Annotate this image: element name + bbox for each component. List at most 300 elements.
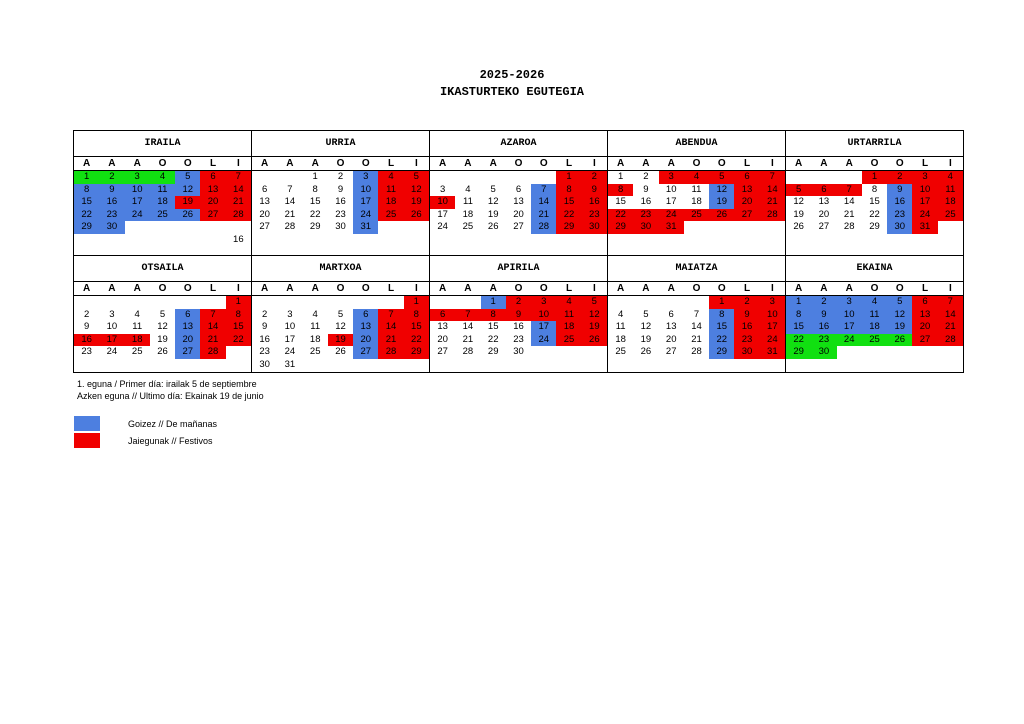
weekday-label: A <box>820 158 828 169</box>
day-cell <box>430 171 455 184</box>
weekday-label: I <box>236 283 240 294</box>
day-cell: 23 <box>734 334 759 347</box>
week-row <box>786 184 963 197</box>
day-cell: 16 <box>582 196 607 209</box>
day-cell: 18 <box>125 334 150 347</box>
month-name: URRIA <box>252 131 429 157</box>
month-name: MAIATZA <box>608 256 785 282</box>
weekday-label: A <box>311 283 319 294</box>
day-cell: 23 <box>335 208 346 220</box>
weekday-label: I <box>770 283 774 294</box>
day-cell: 6 <box>353 309 378 322</box>
day-cell: 23 <box>582 209 607 222</box>
day-cell: 29 <box>309 221 321 233</box>
day-cell: 27 <box>200 209 225 222</box>
day-cell: 7 <box>531 184 556 197</box>
day-cell: 17 <box>99 334 124 347</box>
day-cell: 13 <box>259 196 270 208</box>
day-cell: 10 <box>125 184 150 197</box>
day-cell: 25 <box>938 209 963 222</box>
day-cell: 7 <box>938 296 963 309</box>
week-row <box>786 296 963 309</box>
day-cell: 31 <box>284 358 296 370</box>
day-cell: 11 <box>862 309 887 322</box>
month-ekaina <box>786 256 964 373</box>
week-row <box>252 309 429 322</box>
weekday-label: A <box>286 283 294 294</box>
weekday-label: L <box>565 158 573 169</box>
day-cell: 18 <box>462 208 474 220</box>
day-cell: 18 <box>309 333 321 345</box>
day-cell: 14 <box>284 196 296 208</box>
day-cell: 6 <box>811 184 836 197</box>
weekday-label: L <box>565 283 573 294</box>
day-cell: 10 <box>106 321 118 333</box>
day-cell: 7 <box>837 184 862 197</box>
day-cell: 7 <box>287 183 293 195</box>
day-cell: 3 <box>531 296 556 309</box>
day-cell <box>786 171 811 184</box>
day-cell: 5 <box>337 308 344 320</box>
day-cell: 26 <box>793 221 804 233</box>
day-cell: 3 <box>439 183 446 195</box>
day-cell <box>328 296 353 309</box>
weekday-label: L <box>743 283 751 294</box>
day-cell: 17 <box>353 196 378 209</box>
week-row <box>252 196 429 209</box>
day-cell: 14 <box>938 309 963 322</box>
weekday-label: O <box>895 283 904 294</box>
weekday-label: A <box>617 158 625 169</box>
day-cell: 11 <box>691 183 702 195</box>
weekday-label: O <box>692 283 701 294</box>
day-cell: 2 <box>83 308 90 320</box>
day-cell: 15 <box>74 196 99 209</box>
weekday-label: O <box>539 283 548 294</box>
day-cell: 2 <box>337 171 344 182</box>
day-cell: 19 <box>175 196 200 209</box>
weekday-label: O <box>514 283 523 294</box>
day-cell: 24 <box>106 346 118 358</box>
day-cell: 5 <box>786 184 811 197</box>
day-cell <box>353 296 378 309</box>
day-cell: 8 <box>608 184 633 197</box>
month-apirila <box>430 256 608 373</box>
legend-swatch <box>74 416 100 431</box>
month-abendua <box>608 131 786 256</box>
day-cell: 24 <box>837 334 862 347</box>
day-cell: 10 <box>430 196 455 209</box>
day-cell: 16 <box>734 321 759 334</box>
month-iraila <box>74 131 252 256</box>
day-cell <box>99 234 124 247</box>
day-cell: 17 <box>760 321 785 334</box>
day-cell: 18 <box>378 196 403 209</box>
day-cell: 6 <box>200 171 225 184</box>
day-cell: 18 <box>938 196 963 209</box>
weekday-label: L <box>921 283 929 294</box>
weekday-label: I <box>948 158 952 169</box>
day-cell: 2 <box>734 296 759 309</box>
day-cell: 22 <box>74 209 99 222</box>
week-row <box>608 184 785 197</box>
day-cell <box>912 346 937 359</box>
day-cell <box>303 359 328 372</box>
week-row <box>430 171 607 184</box>
day-cell: 15 <box>786 321 811 334</box>
day-cell: 4 <box>465 183 471 195</box>
day-cell: 13 <box>353 321 378 334</box>
day-cell: 15 <box>869 196 880 208</box>
day-cell: 31 <box>912 221 937 234</box>
weekday-label: O <box>717 158 726 169</box>
day-cell: 17 <box>665 196 677 208</box>
week-row <box>252 334 429 347</box>
day-cell: 10 <box>665 183 677 195</box>
day-cell: 29 <box>786 346 811 359</box>
week-row <box>74 196 251 209</box>
day-cell: 8 <box>226 309 251 322</box>
day-cell: 14 <box>691 321 702 333</box>
day-cell: 26 <box>335 346 346 358</box>
week-row <box>74 209 251 222</box>
day-cell: 2 <box>506 296 531 309</box>
weekday-header <box>430 282 607 296</box>
day-cell: 11 <box>556 309 581 322</box>
week-row <box>786 321 963 334</box>
day-cell: 20 <box>200 196 225 209</box>
day-cell: 19 <box>328 334 353 347</box>
week-row <box>430 221 607 234</box>
day-cell: 8 <box>404 309 429 322</box>
day-cell: 28 <box>284 221 296 233</box>
day-cell: 8 <box>74 184 99 197</box>
week-row <box>786 171 963 184</box>
day-cell: 27 <box>175 346 200 359</box>
day-cell <box>938 221 963 234</box>
day-cell: 30 <box>259 358 270 370</box>
day-cell: 25 <box>150 209 175 222</box>
day-cell: 18 <box>150 196 175 209</box>
weekday-label: O <box>539 158 548 169</box>
day-cell: 23 <box>887 209 912 222</box>
day-cell: 13 <box>912 309 937 322</box>
day-cell: 13 <box>437 321 448 333</box>
day-cell <box>226 346 251 359</box>
day-cell: 6 <box>175 309 200 322</box>
week-row <box>786 209 963 222</box>
day-cell: 28 <box>378 346 403 359</box>
day-cell: 4 <box>378 171 403 184</box>
day-cell: 12 <box>487 196 499 208</box>
day-cell: 14 <box>226 184 251 197</box>
day-cell: 11 <box>378 184 403 197</box>
day-cell: 21 <box>378 334 403 347</box>
day-cell: 27 <box>734 209 759 222</box>
day-cell <box>150 221 175 234</box>
day-cell <box>633 296 658 309</box>
day-cell: 8 <box>871 183 878 195</box>
day-cell: 5 <box>887 296 912 309</box>
day-cell: 25 <box>131 346 143 358</box>
day-cell: 12 <box>582 309 607 322</box>
day-cell: 3 <box>912 171 937 184</box>
day-cell: 8 <box>556 184 581 197</box>
weekday-label: O <box>870 283 879 294</box>
day-cell: 31 <box>760 346 785 359</box>
weekday-label: I <box>592 158 596 169</box>
day-cell: 22 <box>309 208 321 220</box>
weekday-label: A <box>795 283 803 294</box>
day-cell: 1 <box>617 171 624 182</box>
day-cell <box>734 221 759 234</box>
day-cell: 1 <box>786 296 811 309</box>
weekday-label: A <box>667 158 675 169</box>
weekday-label: A <box>667 283 675 294</box>
day-cell: 25 <box>684 209 709 222</box>
day-cell <box>125 234 150 247</box>
day-cell: 29 <box>404 346 429 359</box>
day-cell: 16 <box>640 196 652 208</box>
day-cell: 9 <box>337 183 344 195</box>
day-cell: 14 <box>462 321 474 333</box>
weekday-header <box>608 282 785 296</box>
weekday-header <box>252 282 429 296</box>
day-cell <box>175 221 200 234</box>
day-cell: 22 <box>709 334 734 347</box>
day-cell: 10 <box>353 184 378 197</box>
week-row <box>74 221 251 234</box>
day-cell: 16 <box>259 333 270 345</box>
weekday-label: A <box>439 283 447 294</box>
first-day-note: 1. eguna / Primer día: irailak 5 de septiembre <box>77 379 257 389</box>
day-cell: 13 <box>513 196 524 208</box>
day-cell: 29 <box>709 346 734 359</box>
day-cell <box>938 346 963 359</box>
day-cell: 24 <box>531 334 556 347</box>
week-row <box>430 296 607 309</box>
day-cell: 4 <box>938 171 963 184</box>
day-cell: 15 <box>404 321 429 334</box>
day-cell: 1 <box>556 171 581 184</box>
week-row <box>74 296 251 309</box>
day-cell: 14 <box>843 196 855 208</box>
day-cell: 1 <box>74 171 99 184</box>
week-row <box>786 309 963 322</box>
month-otsaila <box>74 256 252 373</box>
day-cell: 23 <box>99 209 124 222</box>
day-cell <box>684 296 709 309</box>
weekday-header <box>608 157 785 171</box>
day-cell: 16 <box>74 334 99 347</box>
day-cell: 25 <box>556 334 581 347</box>
day-cell: 29 <box>608 221 633 234</box>
day-cell: 7 <box>693 308 700 320</box>
day-cell <box>531 346 556 359</box>
day-cell: 5 <box>643 308 649 320</box>
week-row <box>608 334 785 347</box>
day-cell: 9 <box>734 309 759 322</box>
week-row <box>430 196 607 209</box>
weekday-label: I <box>592 283 596 294</box>
calendar-year: 2025-2026 <box>479 68 545 82</box>
weekday-label: A <box>83 158 91 169</box>
weekday-label: O <box>336 283 345 294</box>
day-cell: 24 <box>912 209 937 222</box>
day-cell: 5 <box>159 308 166 320</box>
day-cell <box>608 296 633 309</box>
month-azaroa <box>430 131 608 256</box>
day-cell: 21 <box>531 209 556 222</box>
day-cell: 20 <box>912 321 937 334</box>
weekday-label: I <box>948 283 952 294</box>
day-cell: 28 <box>760 209 785 222</box>
week-row <box>74 346 251 359</box>
day-cell: 5 <box>709 171 734 184</box>
day-cell <box>125 296 150 309</box>
day-cell: 2 <box>887 171 912 184</box>
day-cell: 28 <box>691 346 702 358</box>
day-cell: 14 <box>200 321 225 334</box>
day-cell: 21 <box>284 208 296 220</box>
weekday-label: A <box>261 283 269 294</box>
day-cell: 18 <box>691 196 702 208</box>
calendar-title: IKASTURTEKO EGUTEGIA <box>439 85 585 99</box>
day-cell <box>837 346 862 359</box>
day-cell: 6 <box>668 308 674 320</box>
weekday-label: A <box>311 158 319 169</box>
day-cell: 16 <box>335 196 346 208</box>
day-cell: 27 <box>259 221 270 233</box>
day-cell: 3 <box>109 308 115 320</box>
weekday-header <box>786 282 963 296</box>
day-cell: 10 <box>760 309 785 322</box>
day-cell: 26 <box>640 346 652 358</box>
day-cell: 9 <box>643 183 649 195</box>
day-cell: 12 <box>640 321 652 333</box>
week-row <box>786 221 963 234</box>
week-row <box>430 309 607 322</box>
day-cell: 29 <box>556 221 581 234</box>
week-row <box>74 171 251 184</box>
day-cell: 21 <box>760 196 785 209</box>
calendar-row-2 <box>74 256 964 373</box>
day-cell: 13 <box>734 184 759 197</box>
day-cell: 6 <box>515 183 522 195</box>
weekday-label: O <box>158 283 167 294</box>
weekday-label: A <box>617 283 625 294</box>
day-cell: 8 <box>786 309 811 322</box>
day-cell: 20 <box>353 334 378 347</box>
day-cell <box>74 234 99 247</box>
weekday-header <box>252 157 429 171</box>
day-cell <box>862 346 887 359</box>
day-cell: 19 <box>709 196 734 209</box>
day-cell: 30 <box>811 346 836 359</box>
day-cell: 13 <box>200 184 225 197</box>
week-row <box>252 184 429 197</box>
day-cell: 20 <box>734 196 759 209</box>
weekday-label: I <box>414 158 418 169</box>
day-cell: 8 <box>709 309 734 322</box>
weekday-label: O <box>895 158 904 169</box>
day-cell <box>582 346 607 359</box>
weekday-label: L <box>209 283 217 294</box>
day-cell: 6 <box>912 296 937 309</box>
legend-label: Goizez // De mañanas <box>128 418 218 429</box>
day-cell <box>328 359 353 372</box>
day-cell <box>481 171 506 184</box>
week-row <box>430 209 607 222</box>
weekday-label: A <box>464 283 472 294</box>
week-row <box>430 346 607 359</box>
day-cell: 3 <box>287 308 293 320</box>
day-cell: 30 <box>335 221 346 233</box>
month-name: ABENDUA <box>608 131 785 157</box>
day-cell: 31 <box>353 221 378 234</box>
day-cell: 26 <box>404 209 429 222</box>
day-cell: 24 <box>284 346 296 358</box>
day-cell: 1 <box>481 296 506 309</box>
day-cell <box>531 171 556 184</box>
day-cell: 20 <box>513 208 524 220</box>
day-cell: 30 <box>513 346 524 358</box>
weekday-label: A <box>489 283 497 294</box>
day-cell: 13 <box>175 321 200 334</box>
week-row <box>608 309 785 322</box>
day-cell <box>430 296 455 309</box>
day-cell: 3 <box>353 171 378 184</box>
day-cell <box>404 221 429 234</box>
day-cell: 24 <box>125 209 150 222</box>
day-cell: 10 <box>531 309 556 322</box>
day-cell: 11 <box>462 196 473 208</box>
weekday-header <box>430 157 607 171</box>
week-row <box>252 171 429 184</box>
month-name: APIRILA <box>430 256 607 282</box>
month-urtarrila <box>786 131 964 256</box>
weekday-label: L <box>743 158 751 169</box>
day-cell <box>277 296 302 309</box>
day-cell: 5 <box>582 296 607 309</box>
day-cell: 26 <box>582 334 607 347</box>
weekday-label: A <box>642 158 650 169</box>
day-cell: 25 <box>462 221 474 233</box>
day-cell <box>378 359 403 372</box>
day-cell: 20 <box>665 333 677 345</box>
day-cell: 20 <box>175 334 200 347</box>
month-name: URTARRILA <box>786 131 963 157</box>
weekday-label: I <box>414 283 418 294</box>
day-cell: 21 <box>462 333 474 345</box>
day-cell: 9 <box>811 309 836 322</box>
calendar-grid <box>73 130 964 373</box>
day-cell: 20 <box>437 333 448 345</box>
day-cell <box>150 234 175 247</box>
day-cell: 9 <box>887 184 912 197</box>
week-row <box>74 309 251 322</box>
day-cell: 7 <box>226 171 251 184</box>
day-cell <box>887 346 912 359</box>
day-cell: 28 <box>531 221 556 234</box>
weekday-label: A <box>133 283 141 294</box>
day-cell: 3 <box>659 171 684 184</box>
day-cell: 27 <box>665 346 677 358</box>
day-cell: 1 <box>404 296 429 309</box>
weekday-header <box>786 157 963 171</box>
day-cell <box>709 221 734 234</box>
day-cell: 3 <box>125 171 150 184</box>
